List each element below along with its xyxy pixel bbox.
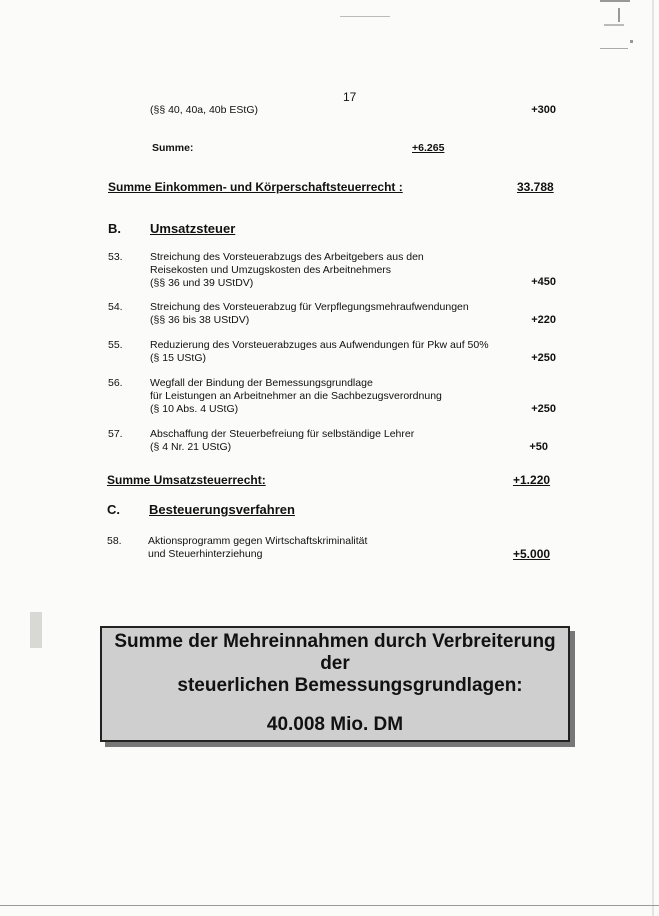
section-c-letter: C.	[107, 502, 120, 517]
item-53-number: 53.	[108, 251, 123, 263]
item-56-text	[150, 377, 442, 416]
scan-speck	[340, 16, 390, 17]
item-53-value: +450	[531, 276, 556, 288]
item-54-value: +220	[531, 314, 556, 326]
summary-line-2: steuerlichen Bemessungsgrundlagen:	[177, 675, 523, 696]
subtotal-value: +6.265	[412, 142, 445, 154]
scan-edge	[652, 0, 654, 916]
scan-speck	[30, 612, 42, 648]
section-c-title: Besteuerungsverfahren	[149, 502, 295, 517]
item-58-line: und Steuerhinterziehung	[148, 548, 263, 560]
summary-line-1: Summe der Mehreinnahmen durch Verbreiterung der	[114, 631, 556, 674]
section-b-letter: B.	[108, 221, 121, 236]
item-53-text	[150, 251, 424, 290]
item-55-line: Reduzierung des Vorsteuerabzuges aus Aufwendungen für Pkw auf 50%	[150, 339, 489, 351]
scan-speck	[618, 8, 620, 22]
summary-box	[100, 626, 570, 742]
total-income-tax-value: 33.788	[517, 180, 554, 194]
item-55-text	[150, 339, 489, 365]
item-57-line: Abschaffung der Steuerbefreiung für selbständige Lehrer	[150, 428, 415, 440]
item-56-line: Wegfall der Bindung der Bemessungsgrundlage	[150, 377, 373, 389]
carry-over-reference: (§§ 40, 40a, 40b EStG)	[150, 104, 258, 116]
item-58-value: +5.000	[513, 547, 551, 561]
scan-speck	[630, 40, 633, 43]
item-58-line: Aktionsprogramm gegen Wirtschaftskriminalität	[148, 535, 368, 547]
summary-amount: 40.008 Mio. DM	[266, 714, 404, 735]
item-55-value: +250	[531, 352, 556, 364]
item-53-line: (§§ 36 und 39 UStDV)	[150, 277, 254, 289]
item-57-number: 57.	[108, 428, 123, 440]
item-55-line: (§ 15 UStG)	[150, 352, 207, 364]
total-vat-label: Summe Umsatzsteuerrecht:	[107, 473, 266, 487]
section-b-title: Umsatzsteuer	[150, 221, 236, 236]
item-57-value: +50	[529, 441, 548, 453]
item-56-number: 56.	[108, 377, 123, 389]
item-56-line: für Leistungen an Arbeitnehmer an die Sachbezugsverordnung	[150, 390, 442, 402]
carry-over-value: +300	[531, 104, 556, 116]
item-55-number: 55.	[108, 339, 123, 351]
scan-edge	[0, 905, 659, 906]
item-56-value: +250	[531, 403, 556, 415]
item-58-number: 58.	[107, 535, 122, 547]
item-57-text	[150, 428, 414, 454]
item-53-line: Streichung des Vorsteuerabzugs des Arbeitgebers aus den	[150, 251, 424, 263]
item-54-number: 54.	[108, 301, 123, 313]
total-vat-value: +1.220	[513, 473, 551, 487]
item-54-line: (§§ 36 bis 38 UStDV)	[150, 314, 250, 326]
item-56-line: (§ 10 Abs. 4 UStG)	[150, 403, 239, 415]
item-53-line: Reisekosten und Umzugskosten des Arbeitnehmers	[150, 264, 392, 276]
scan-speck	[600, 0, 630, 2]
total-income-tax-label: Summe Einkommen- und Körperschaftsteuerrecht :	[108, 180, 403, 194]
item-54-line: Streichung des Vorsteuerabzug für Verpflegungsmehraufwendungen	[150, 301, 469, 313]
item-58-text	[148, 535, 367, 561]
item-57-line: (§ 4 Nr. 21 UStG)	[150, 441, 232, 453]
summary-box-title	[102, 631, 568, 697]
scan-speck	[604, 24, 624, 26]
page-number: 17	[343, 90, 357, 104]
scan-speck	[600, 48, 628, 49]
subtotal-label: Summe:	[152, 142, 194, 154]
item-54-text	[150, 301, 469, 327]
